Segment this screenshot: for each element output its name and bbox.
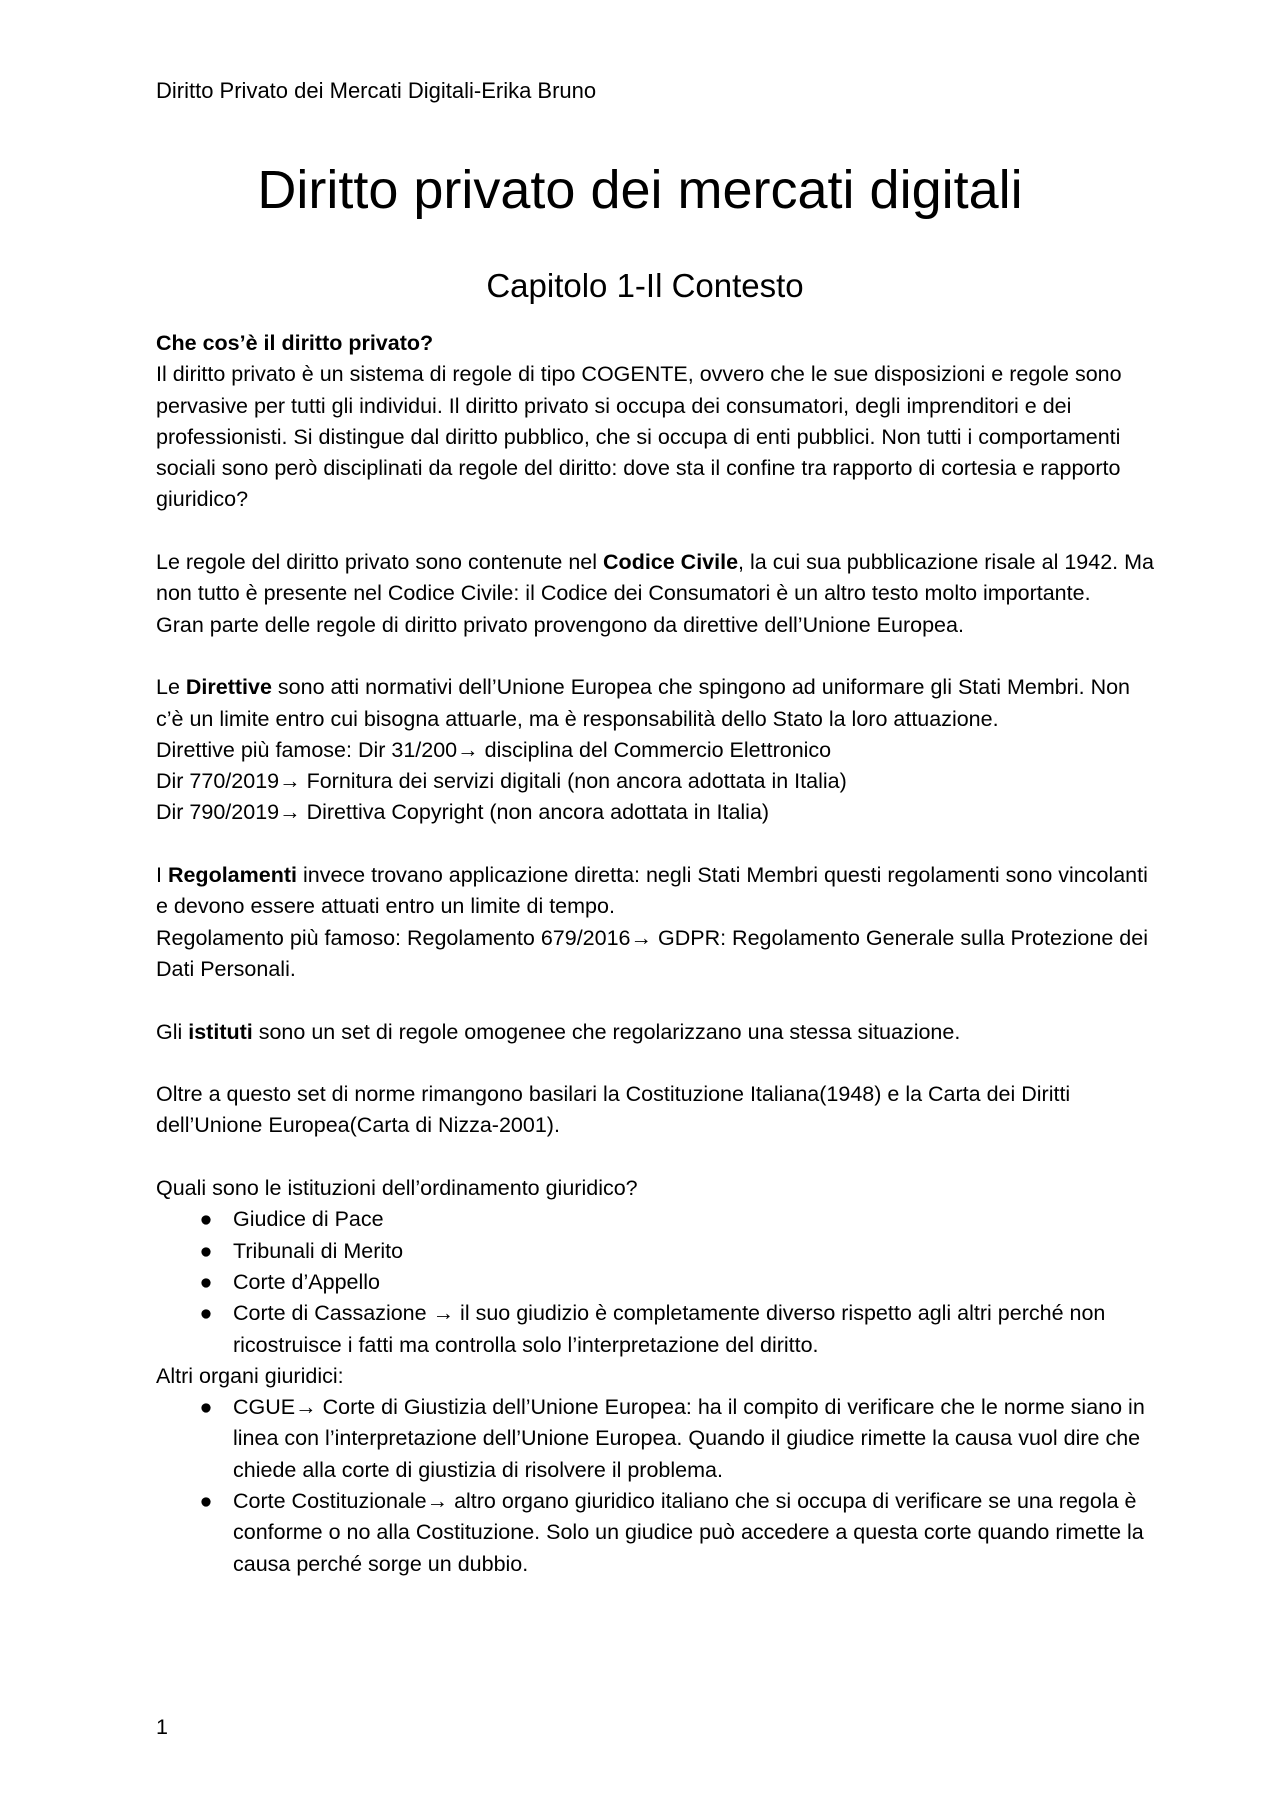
paragraph-others-heading: Altri organi giuridici: xyxy=(156,1363,344,1388)
list-item xyxy=(156,1392,1156,1486)
text-run: invece trovano applicazione diretta: negli Stati Membri questi regolamenti sono vincolanti e devono essere attuati entro un limite di tempo. xyxy=(156,863,1148,919)
spacer xyxy=(156,641,1156,672)
text-run: Le xyxy=(156,675,186,700)
institutions-list xyxy=(156,1204,1156,1360)
spacer xyxy=(156,1142,1156,1173)
bold-term-codice-civile: Codice Civile xyxy=(603,550,739,575)
list-item-text: Tribunali di Merito xyxy=(233,1238,404,1263)
bullet-icon: ● xyxy=(199,1395,213,1420)
bold-term-istituti: istituti xyxy=(188,1019,253,1044)
bullet-icon: ● xyxy=(199,1238,213,1263)
section-heading: Che cos’è il diritto privato? xyxy=(156,331,434,355)
list-item xyxy=(156,1236,1156,1267)
bullet-icon: ● xyxy=(199,1207,213,1232)
paragraph-codice-civile xyxy=(156,547,1156,610)
paragraph-costituzione: Oltre a questo set di norme rimangono basilari la Costituzione Italiana(1948) e la Carta dei Diritti dell’Unione Europea(Carta di Nizza-2001). xyxy=(156,1082,1071,1138)
document-title: Diritto privato dei mercati digitali xyxy=(257,160,1023,220)
paragraph-line: Dir 790/2019→ Direttiva Copyright (non ancora adottata in Italia) xyxy=(156,800,770,825)
other-organs-list xyxy=(156,1392,1156,1580)
list-item xyxy=(156,1486,1156,1580)
list-item xyxy=(156,1204,1156,1235)
bullet-icon: ● xyxy=(199,1301,213,1326)
page-number: 1 xyxy=(156,1715,168,1739)
text-run: sono un set di regole omogenee che regolarizzano una stessa situazione. xyxy=(252,1019,961,1044)
list-item xyxy=(156,1267,1156,1298)
spacer xyxy=(156,985,1156,1016)
page-header: Diritto Privato dei Mercati Digitali-Erika Bruno xyxy=(156,78,597,103)
paragraph-line: Gran parte delle regole di diritto privato provengono da direttive dell’Unione Europea. xyxy=(156,612,964,637)
bold-term-regolamenti: Regolamenti xyxy=(167,863,297,888)
text-run: sono atti normativi dell’Unione Europea che spingono ad uniformare gli Stati Membri. Non c’è un limite entro cui bisogna attuarle, ma è responsabilità dello Stato la loro attuazione. xyxy=(156,675,1131,731)
text-run: I xyxy=(156,863,168,888)
chapter-title: Capitolo 1-Il Contesto xyxy=(486,267,804,304)
spacer xyxy=(156,1048,1156,1079)
list-item-text: CGUE→ Corte di Giustizia dell’Unione Europea: ha il compito di verificare che le norme siano in linea con l’interpretazione dell’Unione Europea. Quando il giudice rimette la causa vuol dire che chiede alla corte di giustizia di risolvere il problema. xyxy=(233,1395,1145,1482)
paragraph-line: Dir 770/2019→ Fornitura dei servizi digitali (non ancora adottata in Italia) xyxy=(156,769,847,794)
text-run: Gli xyxy=(156,1019,189,1044)
document-body xyxy=(156,328,1156,1580)
text-run: Le regole del diritto privato sono contenute nel xyxy=(156,550,604,575)
spacer xyxy=(156,516,1156,547)
paragraph-line: Regolamento più famoso: Regolamento 679/2016→ GDPR: Regolamento Generale sulla Protezione dei Dati Personali. xyxy=(156,925,1148,981)
list-item xyxy=(156,1298,1156,1361)
paragraph-line: Direttive più famose: Dir 31/200→ disciplina del Commercio Elettronico xyxy=(156,737,832,762)
list-item-text: Corte di Cassazione → il suo giudizio è completamente diverso rispetto agli altri perché non ricostruisce i fatti ma controlla solo l’interpretazione del diritto. xyxy=(233,1301,1106,1357)
list-item-text: Corte d’Appello xyxy=(233,1269,381,1294)
bullet-icon: ● xyxy=(199,1269,213,1294)
list-item-text: Corte Costituzionale→ altro organo giuridico italiano che si occupa di verificare se una regola è conforme o no alla Costituzione. Solo un giudice può accedere a questa corte quando rimette la causa perché sorge un dubbio. xyxy=(233,1488,1144,1576)
paragraph-question: Quali sono le istituzioni dell’ordinamento giuridico? xyxy=(156,1176,638,1201)
paragraph-regolamenti xyxy=(156,860,1156,923)
bullet-icon: ● xyxy=(199,1488,213,1513)
spacer xyxy=(156,829,1156,860)
paragraph-direttive xyxy=(156,672,1156,735)
bold-term-direttive: Direttive xyxy=(185,675,272,700)
list-item-text: Giudice di Pace xyxy=(233,1207,384,1232)
paragraph-diritto-privato: Il diritto privato è un sistema di regole di tipo COGENTE, ovvero che le sue disposizioni e regole sono pervasive per tutti gli individui. Il diritto privato si occupa dei consumatori, degli imprenditori e dei professionisti. Si distingue dal diritto pubblico, che si occupa di enti pubblici. Non tutti i comportamenti sociali sono però disciplinati da regole del diritto: dove sta il confine tra rapporto di cortesia e rapporto giuridico? xyxy=(156,362,1122,512)
text-run: , la cui sua pubblicazione risale al 1942. Ma non tutto è presente nel Codice Civile: il Codice dei Consumatori è un altro testo molto importante. xyxy=(156,550,1154,606)
paragraph-istituti xyxy=(156,1017,1156,1048)
